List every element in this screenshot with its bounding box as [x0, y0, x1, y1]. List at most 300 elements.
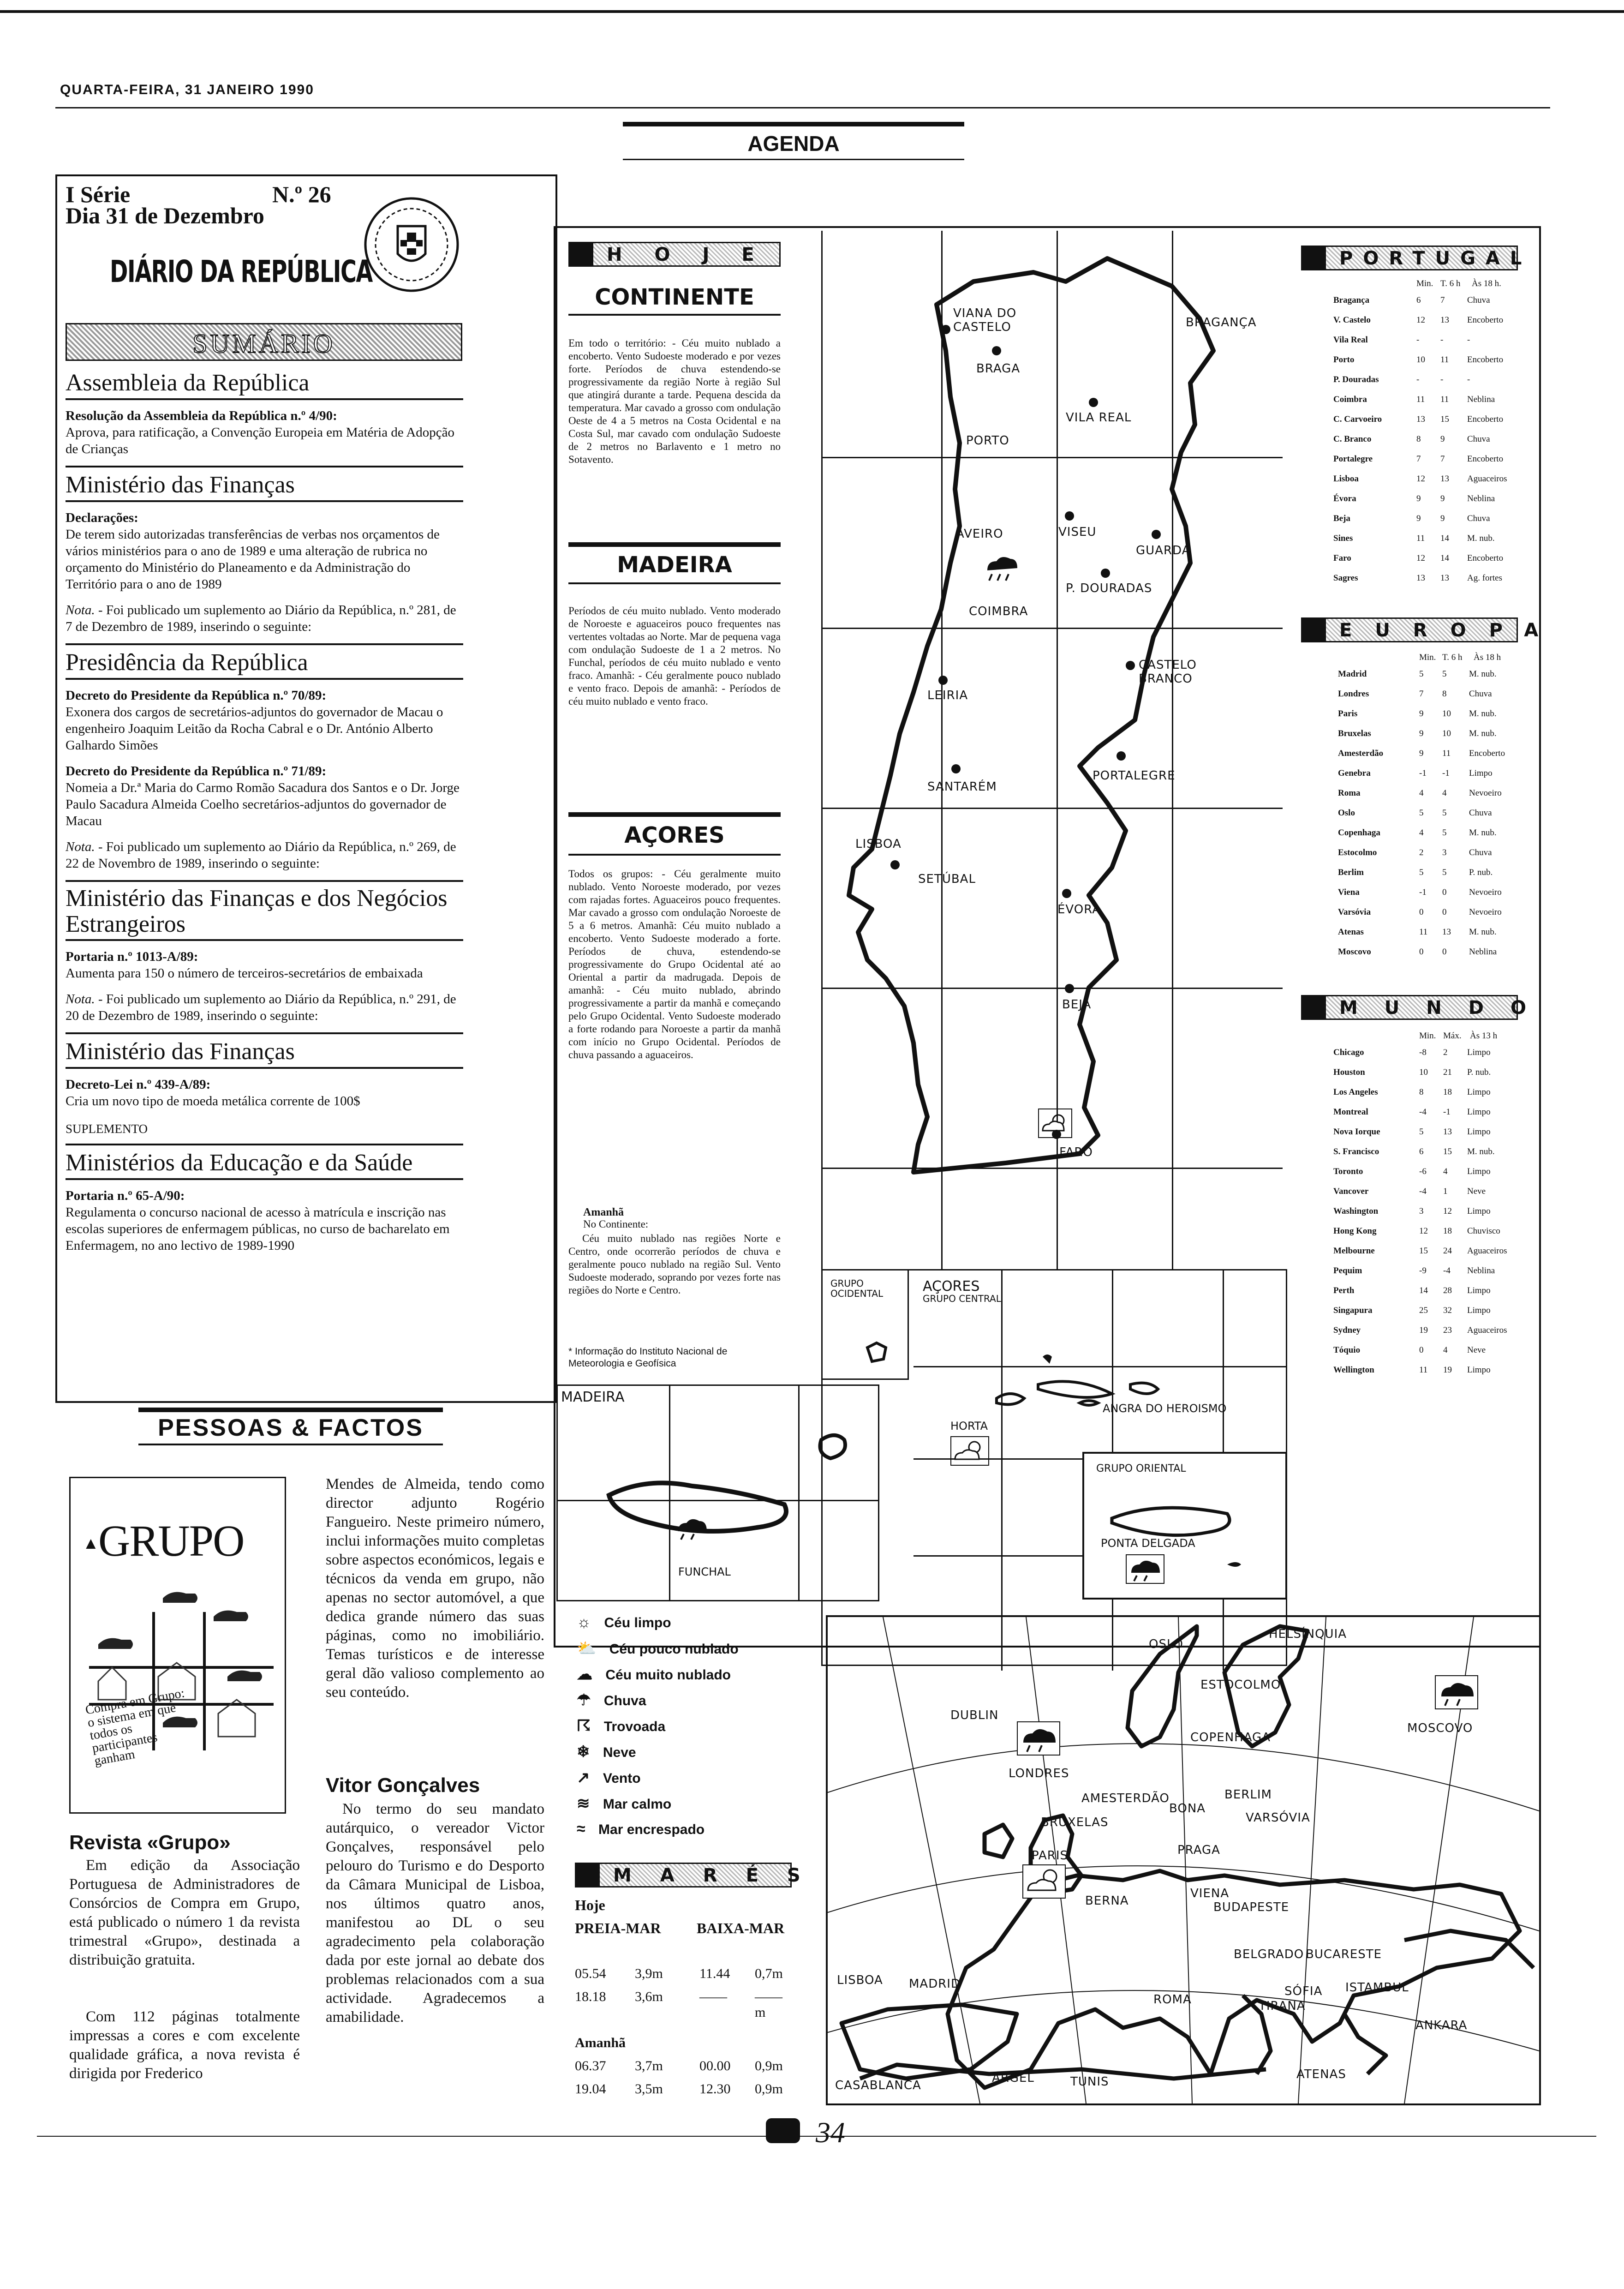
table-cell: 6 — [1419, 1147, 1424, 1156]
table-cell: - — [1416, 335, 1420, 345]
table-cell: Sydney — [1333, 1325, 1361, 1335]
europa-label: EUROPA — [1339, 620, 1562, 641]
diario-series: I Série — [66, 181, 131, 207]
table-cell: Encoberto — [1467, 553, 1504, 563]
table-row — [1338, 749, 1518, 768]
table-row — [1333, 1186, 1518, 1206]
item-lead: Portaria n.º 1013-A/89: — [66, 949, 198, 964]
table-cell: Pequim — [1333, 1266, 1362, 1276]
table-cell: 10 — [1442, 709, 1451, 719]
table-cell: 13 — [1443, 1127, 1452, 1137]
item-text: Nomeia a Dr.ª Maria do Carmo Romão Sacadura dos Santos e o Dr. Jorge Paulo Sacadura Almeida Coelho secretários-adjuntos do governador de Macau — [66, 780, 460, 828]
table-cell: 14 — [1419, 1286, 1428, 1295]
europe-city-amesterdao: AMESTERDÃO — [1081, 1792, 1170, 1805]
table-cell: 5 — [1419, 669, 1424, 679]
table-cell: C. Carvoeiro — [1333, 414, 1382, 424]
table-row — [1333, 1147, 1518, 1167]
table-row — [1338, 808, 1518, 828]
table-row — [1333, 1067, 1518, 1087]
city-dot — [941, 325, 950, 334]
table-cell: Limpo — [1467, 1365, 1491, 1375]
item-text: Regulamenta o concurso nacional de acesso à matrícula e inscrição nas escolas superiores de enfermagem públicas, no curso de bacharelato em Enfermagem, no ano lectivo de 1989-1990 — [66, 1205, 450, 1253]
table-cell: 5 — [1419, 1127, 1424, 1137]
portugal-label: PORTUGAL — [1339, 248, 1532, 269]
table-cell: 2 — [1419, 848, 1424, 857]
table-cell: -6 — [1419, 1167, 1427, 1176]
table-cell: 23 — [1443, 1325, 1452, 1335]
europe-city-helsinquia: HELSÍNQUIA — [1269, 1627, 1347, 1641]
table-cell: -8 — [1419, 1048, 1427, 1057]
grupo-logo: GRUPO — [98, 1516, 244, 1565]
table-cell: - — [1467, 375, 1470, 384]
city-dot — [1089, 398, 1098, 407]
table-cell: C. Branco — [1333, 434, 1372, 444]
item-text: - Foi publicado um suplemento ao Diário da República, n.º 269, de 22 de Novembro de 1989, inserindo o seguinte: — [66, 839, 456, 871]
item-lead: Declarações: — [66, 510, 138, 525]
europe-city-bruxelas: BRUXELAS — [1041, 1816, 1109, 1829]
table-row — [1338, 868, 1518, 887]
continente-title: CONTINENTE — [595, 284, 754, 310]
table-cell: Amesterdão — [1338, 749, 1384, 758]
cloud-icon: ☁ — [577, 1666, 592, 1683]
table-cell: 9 — [1440, 494, 1445, 503]
city-dot — [1101, 569, 1110, 578]
table-cell: Aguaceiros — [1467, 1325, 1507, 1335]
section-assembleia — [66, 369, 463, 457]
table-row — [1333, 1246, 1518, 1266]
table-cell: Atenas — [1338, 927, 1364, 937]
map-city-guarda: GUARDA — [1136, 544, 1191, 557]
table-cell: Sines — [1333, 533, 1353, 543]
table-cell: 13 — [1416, 414, 1425, 424]
city-dot — [1062, 889, 1071, 898]
table-row — [1333, 315, 1518, 335]
table-cell: Genebra — [1338, 768, 1371, 778]
amanha-text: Céu muito nublado nas regiões Norte e Centro, onde ocorrerão períodos de chuva e geralmente pouco nublado na região Sul. Vento Sudoeste moderado, soprando por vezes forte nas regiões do Norte e Centro. — [568, 1233, 781, 1296]
table-row — [1338, 689, 1518, 709]
table-header: Min. T. 6 h Às 18 h — [1419, 653, 1501, 662]
table-row — [1333, 434, 1518, 454]
table-row — [1333, 1127, 1518, 1147]
portugal-table — [1333, 279, 1518, 593]
acores-title: AÇORES — [624, 822, 725, 848]
europe-city-estocolmo: ESTOCOLMO — [1200, 1678, 1281, 1692]
table-cell: 5 — [1442, 669, 1447, 679]
table-cell: 0 — [1419, 947, 1424, 957]
table-cell: Los Angeles — [1333, 1087, 1378, 1097]
table-cell: -4 — [1419, 1186, 1427, 1196]
europe-city-roma: ROMA — [1153, 1993, 1192, 2007]
table-cell: 13 — [1416, 573, 1425, 583]
table-cell: 18 — [1443, 1087, 1452, 1097]
table-cell: - — [1440, 375, 1444, 384]
table-cell: Encoberto — [1467, 414, 1504, 424]
table-cell: M. nub. — [1467, 533, 1495, 543]
table-cell: 4 — [1419, 788, 1424, 798]
table-cell: Perth — [1333, 1286, 1355, 1295]
vitor-title: Vitor Gonçalves — [326, 1774, 480, 1797]
table-cell: 9 — [1419, 749, 1424, 758]
table-cell: Encoberto — [1467, 355, 1504, 365]
map-city-setubal: SETÚBAL — [918, 872, 976, 886]
table-cell: 13 — [1440, 474, 1449, 484]
table-cell: 4 — [1442, 788, 1447, 798]
map-city-evora: ÉVORA — [1057, 903, 1101, 917]
europe-city-madrid: MADRID — [909, 1977, 961, 1991]
europa-bar — [1301, 617, 1562, 642]
table-cell: Sagres — [1333, 573, 1358, 583]
sumario-label: SUMÁRIO — [192, 329, 335, 359]
item-lead: Resolução da Assembleia da República n.º 4/90: — [66, 408, 337, 423]
table-cell: 9 — [1416, 514, 1421, 523]
table-cell: Aguaceiros — [1467, 474, 1507, 484]
table-cell: Copenhaga — [1338, 828, 1380, 838]
mares-amanha: Amanhã — [575, 2035, 626, 2050]
table-cell: 15 — [1443, 1147, 1452, 1156]
mundo-label: MUNDO — [1339, 997, 1553, 1019]
table-cell: Chuva — [1467, 514, 1490, 523]
table-cell: Roma — [1338, 788, 1361, 798]
dl-logo-icon — [766, 2118, 800, 2143]
table-row — [1333, 414, 1518, 434]
dateline: QUARTA-FEIRA, 31 JANEIRO 1990 — [60, 82, 314, 97]
table-cell: 4 — [1419, 828, 1424, 838]
table-cell: -4 — [1443, 1266, 1451, 1276]
table-header: Min. Máx. Às 13 h — [1419, 1031, 1498, 1041]
table-cell: 11 — [1440, 395, 1449, 404]
table-cell: Nevoeiro — [1469, 887, 1502, 897]
table-cell: - — [1440, 335, 1444, 345]
europe-city-moscovo: MOSCOVO — [1407, 1721, 1473, 1735]
section-heading: Assembleia da República — [66, 370, 310, 396]
wind-arrow-icon: ↗ — [577, 1769, 590, 1786]
section-financas-2 — [66, 1038, 463, 1137]
table-cell: Paris — [1338, 709, 1358, 719]
city-dot — [1116, 751, 1126, 761]
table-cell: Estocolmo — [1338, 848, 1377, 857]
table-cell: 12 — [1416, 315, 1425, 325]
amanha-sub: No Continente: — [583, 1218, 649, 1230]
revista-title: Revista «Grupo» — [69, 1831, 231, 1854]
item-text: Aumenta para 150 o número de terceiros-secretários de embaixada — [66, 966, 423, 981]
table-cell: Faro — [1333, 553, 1351, 563]
table-cell: Hong Kong — [1333, 1226, 1377, 1236]
table-cell: 5 — [1442, 808, 1447, 818]
table-cell: Portalegre — [1333, 454, 1373, 464]
table-cell: Limpo — [1467, 1048, 1491, 1057]
table-cell: Chicago — [1333, 1048, 1364, 1057]
table-cell: 10 — [1419, 1067, 1428, 1077]
item-lead: Portaria n.º 65-A/90: — [66, 1188, 185, 1203]
europe-city-copenhaga: COPENHAGA — [1190, 1731, 1271, 1744]
table-cell: Oslo — [1338, 808, 1355, 818]
continente-text: Em todo o território: - Céu muito nublado a encoberto. Vento Sudoeste moderado e por vezes forte. Períodos de chuva estendendo-se progressivamente da região Norte à região Sul que atingirá durante a tarde. Pequena descida da temperatura. Mar cavado a grosso com ondulação Oeste de 4 a 5 metros na Costa Ocidental e na Costa Sul, mar cavado com ondulação Sudoeste de 2 metros no Barlavento e 1 metro no Sotavento. — [568, 337, 781, 465]
sumario-list — [66, 369, 463, 1254]
acores-text: Todos os grupos: - Céu geralmente muito nublado. Vento Noroeste moderado, por vezes com rajadas fortes. Aguaceiros pouco frequentes. Mar cavado a grosso com ondulação Noroeste de 5 a 6 metros. Amanhã: Céu muito nublado a encoberto. Vento Sudoeste moderado a forte. Períodos de chuva, estendendo-se progressivamente do Grupo Ocidental até ao Oriental a partir da madrugada. Depois de amanhã: - Céu muito nublado, abrindo progressivamente a partir da manhã e começando pelo Grupo Ocidental. Vento Sudoeste moderado a forte rodando para Noroeste a partir da manhã com início no Grupo Ocidental. Períodos de chuva passando a aguaceiros. — [568, 868, 781, 1061]
cloud-sun-icon — [1022, 1864, 1066, 1899]
europa-table — [1338, 653, 1518, 967]
europe-city-bona: BONA — [1169, 1802, 1206, 1816]
table-cell: 15 — [1419, 1246, 1428, 1256]
table-row — [1333, 355, 1518, 375]
mares-hoje: Hoje — [575, 1897, 605, 1913]
table-cell: Coimbra — [1333, 395, 1367, 404]
dateline-rule — [55, 107, 1550, 108]
table-cell: 3 — [1442, 848, 1447, 857]
table-cell: Neblina — [1467, 395, 1495, 404]
table-cell: Limpo — [1469, 768, 1493, 778]
item-text: Cria um novo tipo de moeda metálica corrente de 100$ — [66, 1094, 360, 1109]
cloud-rain-icon — [1126, 1554, 1164, 1584]
europe-city-oslo: OSLO — [1149, 1637, 1183, 1651]
item-text: De terem sido autorizadas transferências de verbas nos orçamentos de vários ministérios para o ano de 1989 e uma alteração de rubrica no orçamento do Ministério do Planeamento e da Administração do Território para o ano de 1989 — [66, 527, 440, 592]
table-cell: 4 — [1443, 1345, 1448, 1355]
table-cell: Chuva — [1469, 848, 1492, 857]
table-cell: Nova Iorque — [1333, 1127, 1380, 1137]
table-row — [1333, 1048, 1518, 1067]
mares-bar — [575, 1863, 829, 1888]
table-cell: 25 — [1419, 1306, 1428, 1315]
hoje-label: HOJE — [607, 244, 787, 265]
legend-mar-calmo: Mar calmo — [603, 1797, 672, 1812]
table-cell: 8 — [1419, 1087, 1424, 1097]
rain-icon: ☂ — [577, 1691, 591, 1709]
city-dot — [890, 860, 900, 869]
triangle-icon: ▲ — [83, 1534, 99, 1552]
europe-city-atenas: ATENAS — [1296, 2067, 1346, 2081]
map-city-faro: FARO — [1059, 1145, 1093, 1159]
table-row — [1333, 1107, 1518, 1127]
diario-number: N.º 26 — [272, 181, 331, 207]
item-lead: Decreto do Presidente da República n.º 70/89: — [66, 688, 327, 703]
map-city-braganca: BRAGANÇA — [1186, 316, 1257, 330]
table-cell: 11 — [1416, 395, 1425, 404]
table-cell: 8 — [1442, 689, 1447, 699]
map-city-leiria: LEIRIA — [927, 689, 968, 702]
table-row — [1333, 395, 1518, 414]
map-city-vila-real: VILA REAL — [1066, 411, 1132, 425]
table-cell: Nevoeiro — [1469, 907, 1502, 917]
mares-preia-header: PREIA-MAR — [575, 1920, 661, 1936]
legend-muito-nublado: Céu muito nublado — [605, 1667, 731, 1683]
table-row — [1338, 729, 1518, 749]
table-cell: S. Francisco — [1333, 1147, 1379, 1156]
table-cell: Limpo — [1467, 1306, 1491, 1315]
cloud-sun-icon: ⛅ — [577, 1640, 597, 1657]
vitor-text: No termo do seu mandato autárquico, o vereador Victor Gonçalves, responsável pelo pelouro do Turismo e do Desporto da Câmara Municipal de Lisboa, nos últimos quatro anos, manifestou ao DL o seu agradecimento pela colaboração dada por este jornal ao debate dos problemas relacionados com a sua actividade. Agradecemos a amabilidade. — [326, 1801, 544, 2025]
table-cell: 19 — [1419, 1325, 1428, 1335]
table-cell: M. nub. — [1469, 828, 1497, 838]
table-cell: Neblina — [1467, 494, 1495, 503]
table-cell: Neve — [1467, 1186, 1486, 1196]
diario-title: DIÁRIO DA REPÚBLICA — [110, 254, 372, 289]
table-cell: -1 — [1442, 768, 1450, 778]
europe-city-budapeste: BUDAPESTE — [1213, 1900, 1290, 1914]
europe-city-casablanca: CASABLANCA — [835, 2079, 921, 2092]
table-cell: Aguaceiros — [1467, 1246, 1507, 1256]
table-cell: 7 — [1440, 295, 1445, 305]
top-rule — [0, 10, 1624, 13]
map-city-viana: VIANA DO CASTELO — [953, 306, 1017, 334]
sumario-banner — [66, 323, 462, 361]
grupo-caption: Compra em Grupo: o sistema em que todos os participantes ganham — [84, 1686, 186, 1768]
europe-city-bucareste: BUCARESTE — [1306, 1947, 1382, 1961]
table-cell: Beja — [1333, 514, 1350, 523]
mundo-bar — [1301, 995, 1553, 1020]
table-cell: Moscovo — [1338, 947, 1371, 957]
item-lead: Nota. — [66, 992, 95, 1007]
table-cell: 11 — [1416, 533, 1425, 543]
table-cell: -1 — [1443, 1107, 1451, 1117]
section-heading: Ministérios da Educação e da Saúde — [66, 1150, 413, 1176]
section-financas-1 — [66, 471, 463, 635]
table-cell: P. nub. — [1467, 1067, 1491, 1077]
table-cell: - — [1416, 375, 1420, 384]
pessoas-col2-text: Mendes de Almeida, tendo como director adjunto Rogério Fangueiro. Neste primeiro número, inclui informações muito completas sobre aspectos económicos, legais e técnicos da venda em grupo, não apenas no sector automóvel, a que dedica grande número das suas páginas, como no imobiliário. Temas turísticos e de interesse geral dão valioso complemento ao seu conteúdo. — [326, 1476, 544, 1701]
item-lead: Nota. — [66, 839, 95, 854]
table-cell: 7 — [1419, 689, 1424, 699]
europe-city-lisboa: LISBOA — [837, 1973, 883, 1987]
table-row — [1338, 887, 1518, 907]
table-cell: 9 — [1419, 709, 1424, 719]
table-cell: Limpo — [1467, 1087, 1491, 1097]
pessoas-title: PESSOAS & FACTOS — [158, 1414, 424, 1441]
section-presidencia — [66, 649, 463, 872]
agenda-rule-bottom — [623, 159, 964, 160]
table-cell: - — [1467, 335, 1470, 345]
europe-city-varsovia: VARSÓVIA — [1246, 1811, 1310, 1825]
table-cell: 0 — [1442, 907, 1447, 917]
table-cell: Encoberto — [1467, 454, 1504, 464]
table-cell: Wellington — [1333, 1365, 1374, 1375]
table-row — [1333, 295, 1518, 315]
table-cell: Évora — [1333, 494, 1356, 503]
table-cell: Porto — [1333, 355, 1355, 365]
table-cell: M. nub. — [1469, 729, 1497, 738]
table-cell: Tóquio — [1333, 1345, 1361, 1355]
legend-pouco-nublado: Céu pouco nublado — [609, 1642, 739, 1657]
table-cell: Singapura — [1333, 1306, 1373, 1315]
city-dot — [1126, 661, 1135, 670]
table-cell: 28 — [1443, 1286, 1452, 1295]
table-cell: 9 — [1440, 434, 1445, 444]
table-cell: 8 — [1416, 434, 1421, 444]
madeira-map-title: MADEIRA — [561, 1389, 625, 1405]
snow-icon: ❄ — [577, 1743, 590, 1761]
table-cell: 13 — [1440, 315, 1449, 325]
revista-text-continued: Com 112 páginas totalmente impressas a cores e com excelente qualidade gráfica, a nova revista é dirigida por Frederico — [69, 2008, 300, 2082]
madeira-title: MADEIRA — [617, 552, 732, 578]
weather-source: * Informação do Instituto Nacional de Meteorologia e Geofísica — [568, 1346, 728, 1369]
table-cell: 19 — [1443, 1365, 1452, 1375]
table-cell: M. nub. — [1467, 1147, 1495, 1156]
sun-icon: ☼ — [577, 1613, 591, 1631]
map-city-p-douradas: P. DOURADAS — [1066, 581, 1152, 595]
portugal-bar — [1301, 246, 1532, 270]
table-cell: Neve — [1467, 1345, 1486, 1355]
map-city-portalegre: PORTALEGRE — [1093, 769, 1176, 783]
table-cell: 11 — [1419, 1365, 1428, 1375]
table-cell: 10 — [1442, 729, 1451, 738]
map-city-porto: PORTO — [966, 434, 1009, 448]
table-cell: Berlim — [1338, 868, 1364, 877]
table-row — [1333, 1206, 1518, 1226]
legend-vento: Vento — [603, 1771, 641, 1786]
coat-of-arms-icon — [361, 194, 462, 295]
table-cell: Limpo — [1467, 1127, 1491, 1137]
section-title: AGENDA — [747, 132, 840, 156]
section-educacao-saude — [66, 1149, 463, 1254]
table-cell: 11 — [1442, 749, 1451, 758]
city-dot — [938, 676, 948, 685]
cloud-sun-icon — [950, 1436, 989, 1466]
table-cell: M. nub. — [1469, 927, 1497, 937]
city-dot — [1065, 984, 1074, 993]
table-cell: Neblina — [1469, 947, 1497, 957]
grupo-ad — [69, 1477, 286, 1814]
madeira-city-funchal: FUNCHAL — [678, 1565, 731, 1578]
section-heading: Ministério das Finanças — [66, 1038, 295, 1065]
table-row — [1333, 1167, 1518, 1186]
europe-city-istambul: ISTAMBUL — [1345, 1981, 1409, 1995]
hoje-bar — [568, 242, 787, 267]
mares-label: MARÉS — [613, 1865, 829, 1886]
amanha-title: Amanhã — [583, 1206, 624, 1218]
madeira-island — [600, 1421, 858, 1588]
table-cell: Houston — [1333, 1067, 1365, 1077]
table-cell: 0 — [1442, 887, 1447, 897]
acores-islands — [858, 1329, 1273, 1468]
table-cell: 12 — [1419, 1226, 1428, 1236]
table-cell: Montreal — [1333, 1107, 1368, 1117]
acores-map-sub: GRUPO CENTRAL — [923, 1293, 1001, 1304]
city-dot — [992, 346, 1001, 355]
mares-baixa-header: BAIXA-MAR — [697, 1920, 785, 1936]
suplemento-label: SUPLEMENTO — [66, 1122, 148, 1136]
table-cell: Bragança — [1333, 295, 1370, 305]
city-dot — [1152, 530, 1161, 539]
table-cell: Bruxelas — [1338, 729, 1371, 738]
cloud-rain-icon — [1435, 1675, 1478, 1709]
europe-city-londres: LONDRES — [1009, 1767, 1069, 1780]
table-cell: Limpo — [1467, 1107, 1491, 1117]
table-row — [1338, 947, 1518, 967]
table-cell: M. nub. — [1469, 669, 1497, 679]
table-cell: 5 — [1442, 828, 1447, 838]
table-row — [1333, 1226, 1518, 1246]
table-row — [1333, 494, 1518, 514]
table-cell: 6 — [1416, 295, 1421, 305]
table-cell: Chuva — [1467, 295, 1490, 305]
acores-city-ponta-delgada: PONTA DELGADA — [1101, 1537, 1195, 1550]
table-row — [1338, 788, 1518, 808]
item-text: - Foi publicado um suplemento ao Diário da República, n.º 291, de 20 de Dezembro de 1989, inserindo o seguinte: — [66, 992, 456, 1023]
table-cell: 13 — [1440, 573, 1449, 583]
calm-sea-icon: ≋ — [577, 1795, 590, 1812]
table-cell: 14 — [1440, 533, 1449, 543]
table-cell: 9 — [1416, 494, 1421, 503]
europe-city-tirana: TIRANA — [1259, 1999, 1306, 2013]
table-row — [1333, 1286, 1518, 1306]
section-heading: Presidência da República — [66, 649, 308, 676]
table-cell: Encoberto — [1469, 749, 1505, 758]
table-cell: 11 — [1419, 927, 1428, 937]
table-cell: Lisboa — [1333, 474, 1359, 484]
table-cell: V. Castelo — [1333, 315, 1371, 325]
table-row — [1333, 533, 1518, 553]
city-dot — [1065, 511, 1074, 521]
cloud-rain-icon — [674, 1514, 710, 1541]
